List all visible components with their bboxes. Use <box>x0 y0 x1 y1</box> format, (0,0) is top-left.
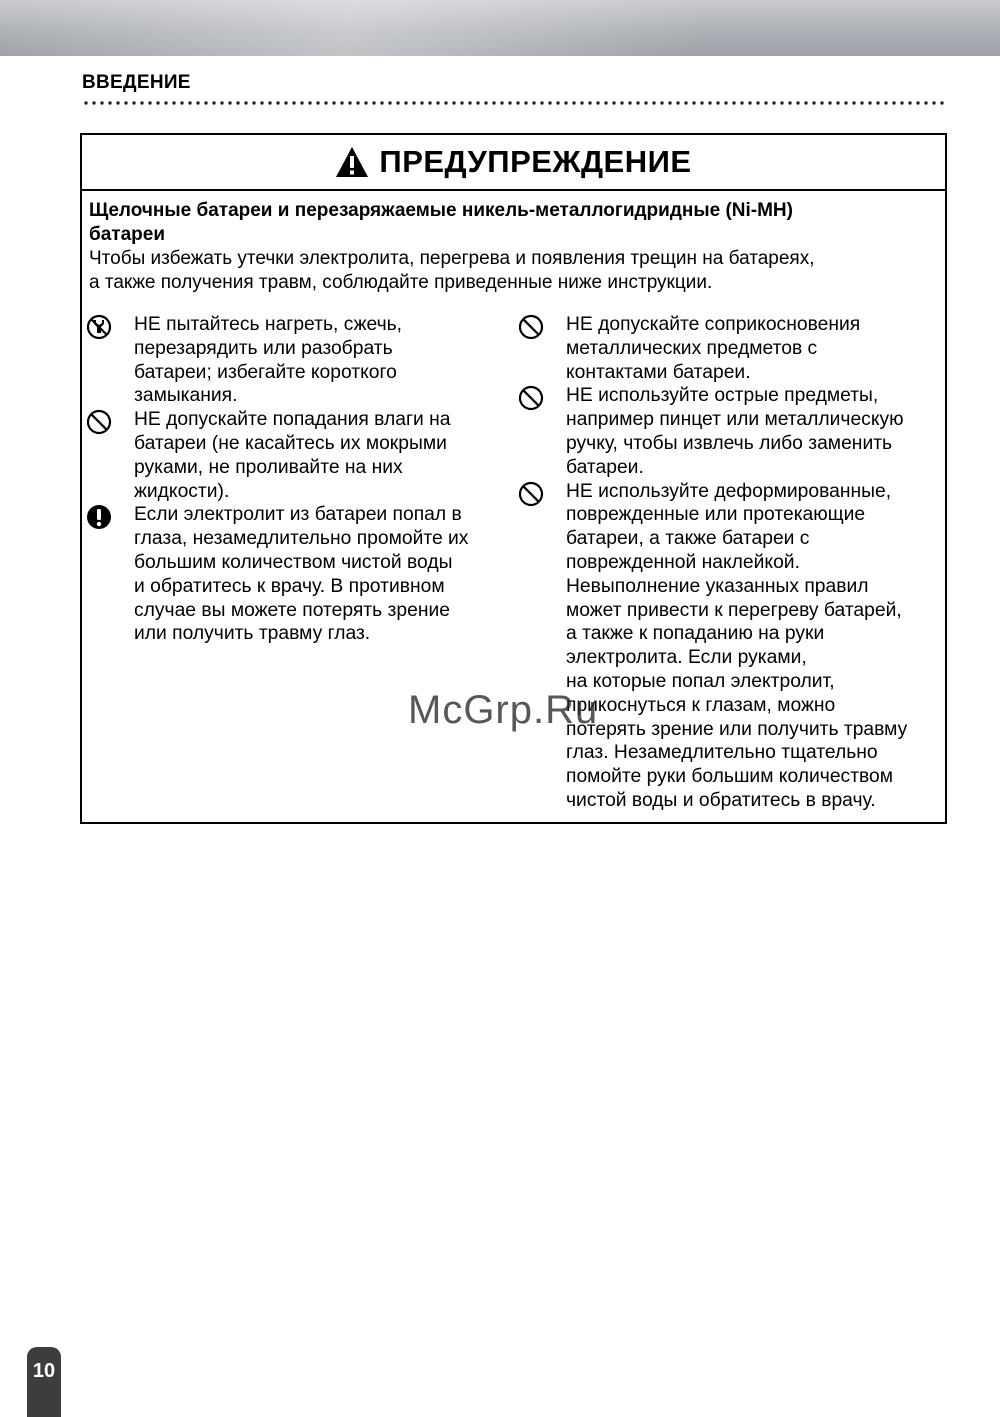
prohibited-icon <box>518 481 544 507</box>
warning-intro <box>89 199 939 295</box>
prohibited-icon <box>518 385 544 411</box>
prohibited-icon <box>518 314 544 340</box>
instruction-text: НЕ пытайтесь нагреть, сжечь, перезарядить или разобрать батареи; избегайте короткого замыкания. <box>134 314 403 407</box>
left-instructions <box>134 313 524 646</box>
page-number: 10 <box>32 1360 56 1382</box>
watermark: McGrp.Ru <box>408 688 599 732</box>
right-instructions <box>566 313 956 813</box>
instruction-item <box>566 384 956 479</box>
warning-title: ПРЕДУПРЕЖДЕНИЕ <box>379 144 692 179</box>
warning-subtitle-line-1: Щелочные батареи и перезаряжаемые никель-металлогидридные (Ni-MH) <box>89 200 793 221</box>
instruction-item <box>566 313 956 384</box>
instruction-text: НЕ используйте острые предметы, например пинцет или металлическую ручку, чтобы извлечь либо заменить батареи. <box>566 385 904 478</box>
instruction-text: НЕ используйте деформированные, поврежденные или протекающие батареи, а также батареи с поврежденной наклейкой. Невыполнение указанных правил может привести к перегреву батарей, а также к попаданию на руки электролита. Если руками, на которые попал электролит, прикоснуться к глазам, можно потерять зрение или получить травму глаз. Незамедлительно тщательно помойте руки большим количеством чистой воды и обратитесь в врачу. <box>566 480 908 811</box>
warning-header <box>82 135 945 191</box>
warning-triangle-icon <box>335 146 369 178</box>
warning-subtitle-line-2: батареи <box>89 224 166 245</box>
dotted-divider <box>82 100 946 106</box>
section-title: ВВЕДЕНИЕ <box>82 72 191 93</box>
instruction-text: Если электролит из батареи попал в глаза, незамедлительно промойте их большим количеством чистой воды и обратитесь к врачу. В противном случае вы можете потерять зрение или получить травму глаз. <box>134 504 469 645</box>
instruction-item <box>134 313 524 408</box>
instruction-text: НЕ допускайте соприкосновения металлических предметов с контактами батареи. <box>566 314 861 383</box>
mandatory-action-icon <box>86 504 112 530</box>
prohibited-icon <box>86 409 112 435</box>
top-decorative-band <box>0 0 1000 56</box>
instruction-item <box>134 503 524 646</box>
warning-intro-line-2: а также получения травм, соблюдайте приведенные ниже инструкции. <box>89 272 713 293</box>
instruction-item <box>134 408 524 503</box>
instruction-item <box>566 480 956 813</box>
instruction-text: НЕ допускайте попадания влаги на батареи (не касайтесь их мокрыми руками, не проливайте на них жидкости). <box>134 409 451 502</box>
no-disassemble-icon <box>86 314 112 340</box>
warning-intro-line-1: Чтобы избежать утечки электролита, перегрева и появления трещин на батареях, <box>89 248 815 269</box>
